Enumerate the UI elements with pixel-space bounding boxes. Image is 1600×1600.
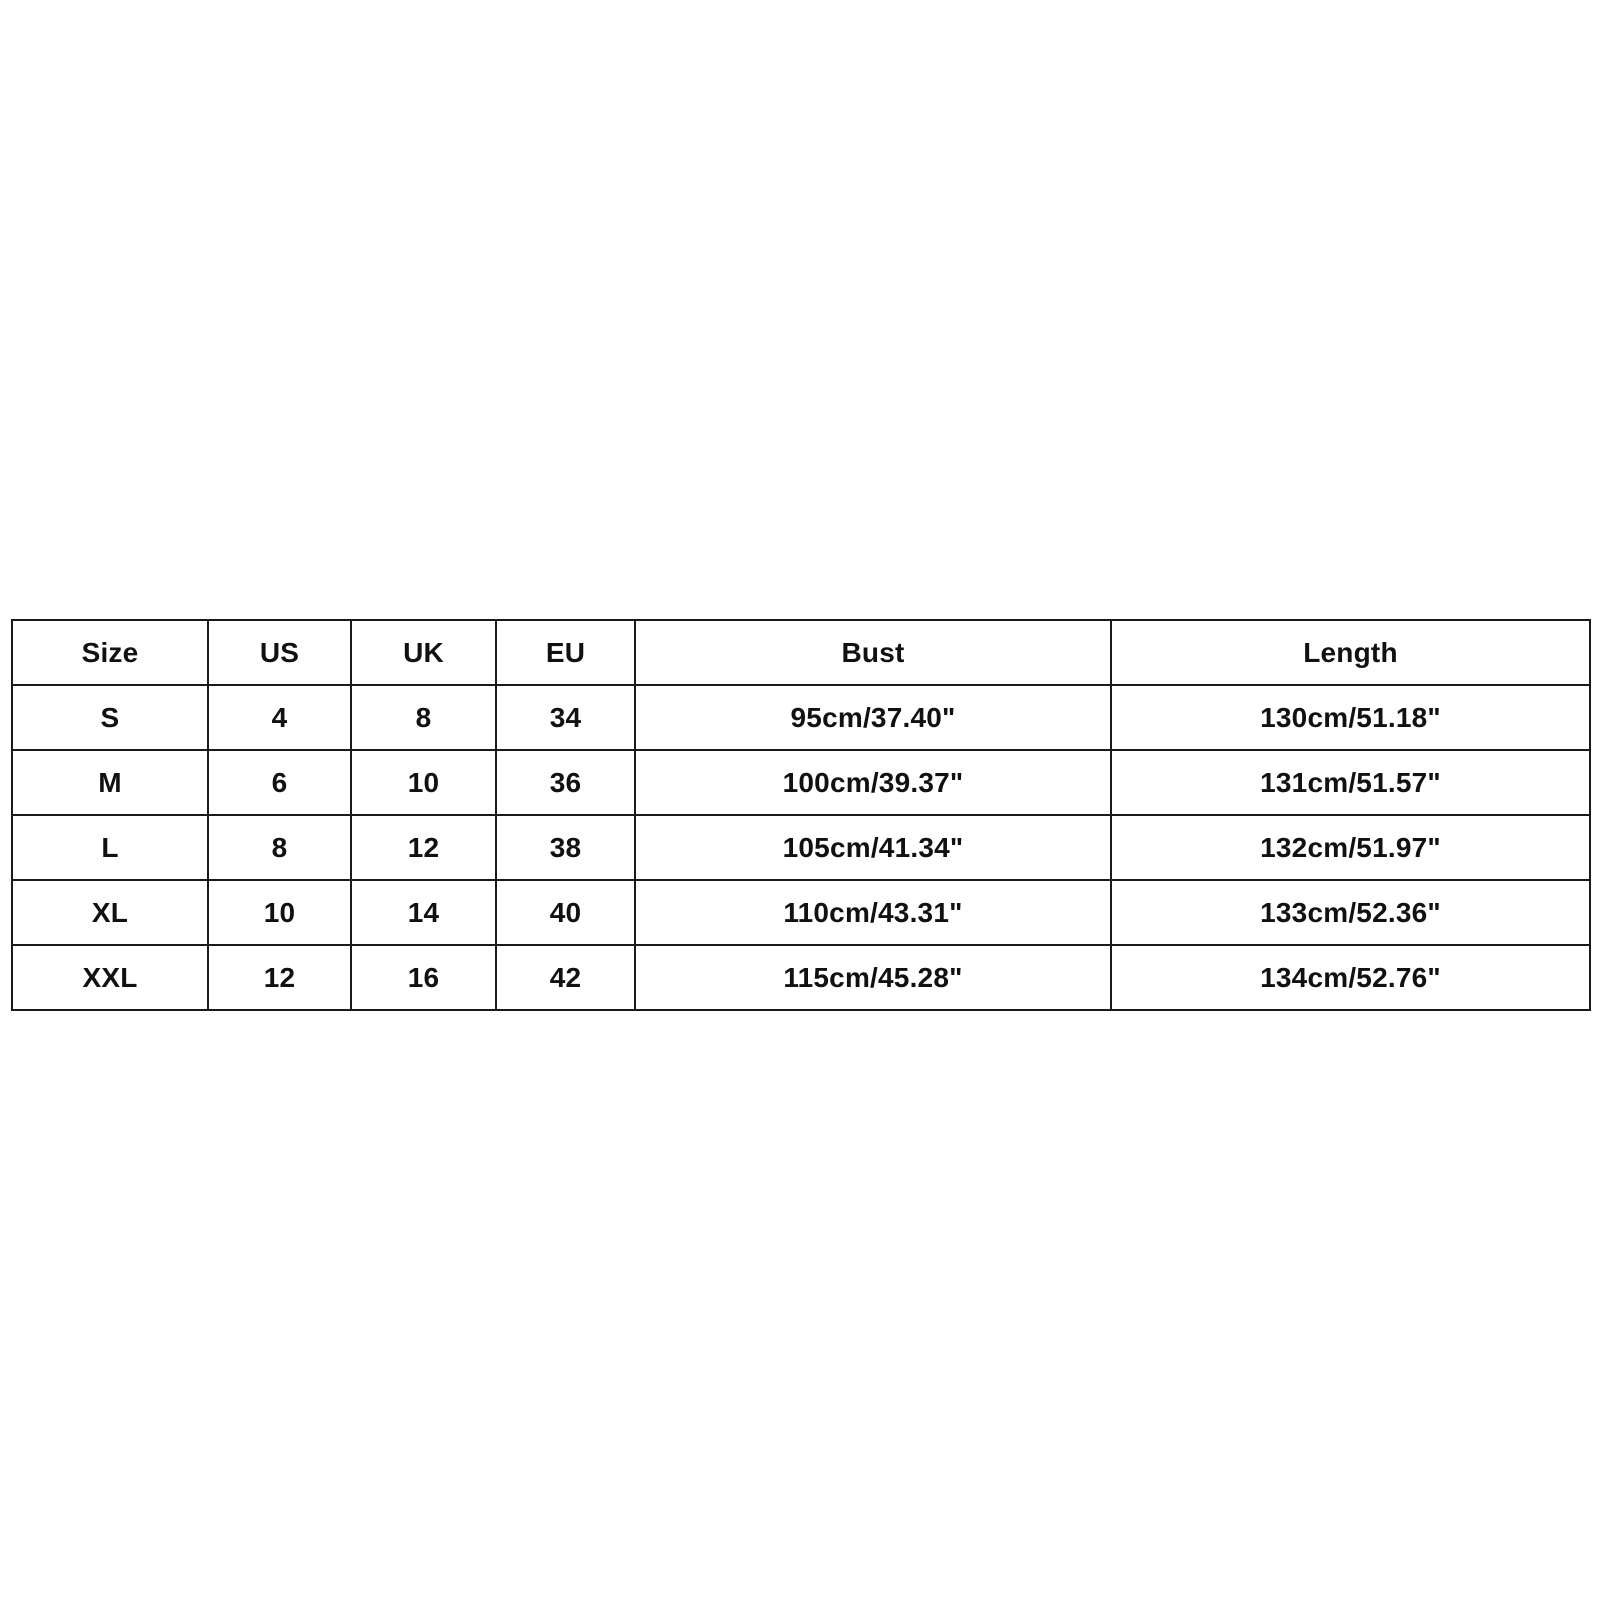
cell-eu: 38 [496, 815, 635, 880]
header-uk: UK [351, 620, 496, 685]
cell-eu: 42 [496, 945, 635, 1010]
header-length: Length [1111, 620, 1590, 685]
cell-length: 132cm/51.97" [1111, 815, 1590, 880]
header-bust: Bust [635, 620, 1111, 685]
cell-us: 6 [208, 750, 351, 815]
cell-bust: 95cm/37.40" [635, 685, 1111, 750]
cell-uk: 10 [351, 750, 496, 815]
cell-us: 8 [208, 815, 351, 880]
cell-uk: 12 [351, 815, 496, 880]
table-header-row [12, 620, 1590, 685]
header-eu: EU [496, 620, 635, 685]
cell-uk: 14 [351, 880, 496, 945]
header-us: US [208, 620, 351, 685]
cell-uk: 16 [351, 945, 496, 1010]
cell-size: XXL [12, 945, 208, 1010]
table-row [12, 815, 1590, 880]
table-row [12, 750, 1590, 815]
cell-length: 131cm/51.57" [1111, 750, 1590, 815]
cell-us: 12 [208, 945, 351, 1010]
cell-length: 133cm/52.36" [1111, 880, 1590, 945]
cell-us: 10 [208, 880, 351, 945]
table-row [12, 880, 1590, 945]
cell-eu: 34 [496, 685, 635, 750]
cell-eu: 36 [496, 750, 635, 815]
cell-uk: 8 [351, 685, 496, 750]
cell-length: 134cm/52.76" [1111, 945, 1590, 1010]
size-table [11, 619, 1591, 1011]
cell-bust: 110cm/43.31" [635, 880, 1111, 945]
table-row [12, 945, 1590, 1010]
cell-bust: 105cm/41.34" [635, 815, 1111, 880]
size-chart [11, 619, 1589, 1011]
cell-size: S [12, 685, 208, 750]
cell-length: 130cm/51.18" [1111, 685, 1590, 750]
cell-size: M [12, 750, 208, 815]
table-row [12, 685, 1590, 750]
cell-bust: 115cm/45.28" [635, 945, 1111, 1010]
header-size: Size [12, 620, 208, 685]
cell-eu: 40 [496, 880, 635, 945]
cell-us: 4 [208, 685, 351, 750]
cell-size: XL [12, 880, 208, 945]
cell-bust: 100cm/39.37" [635, 750, 1111, 815]
cell-size: L [12, 815, 208, 880]
